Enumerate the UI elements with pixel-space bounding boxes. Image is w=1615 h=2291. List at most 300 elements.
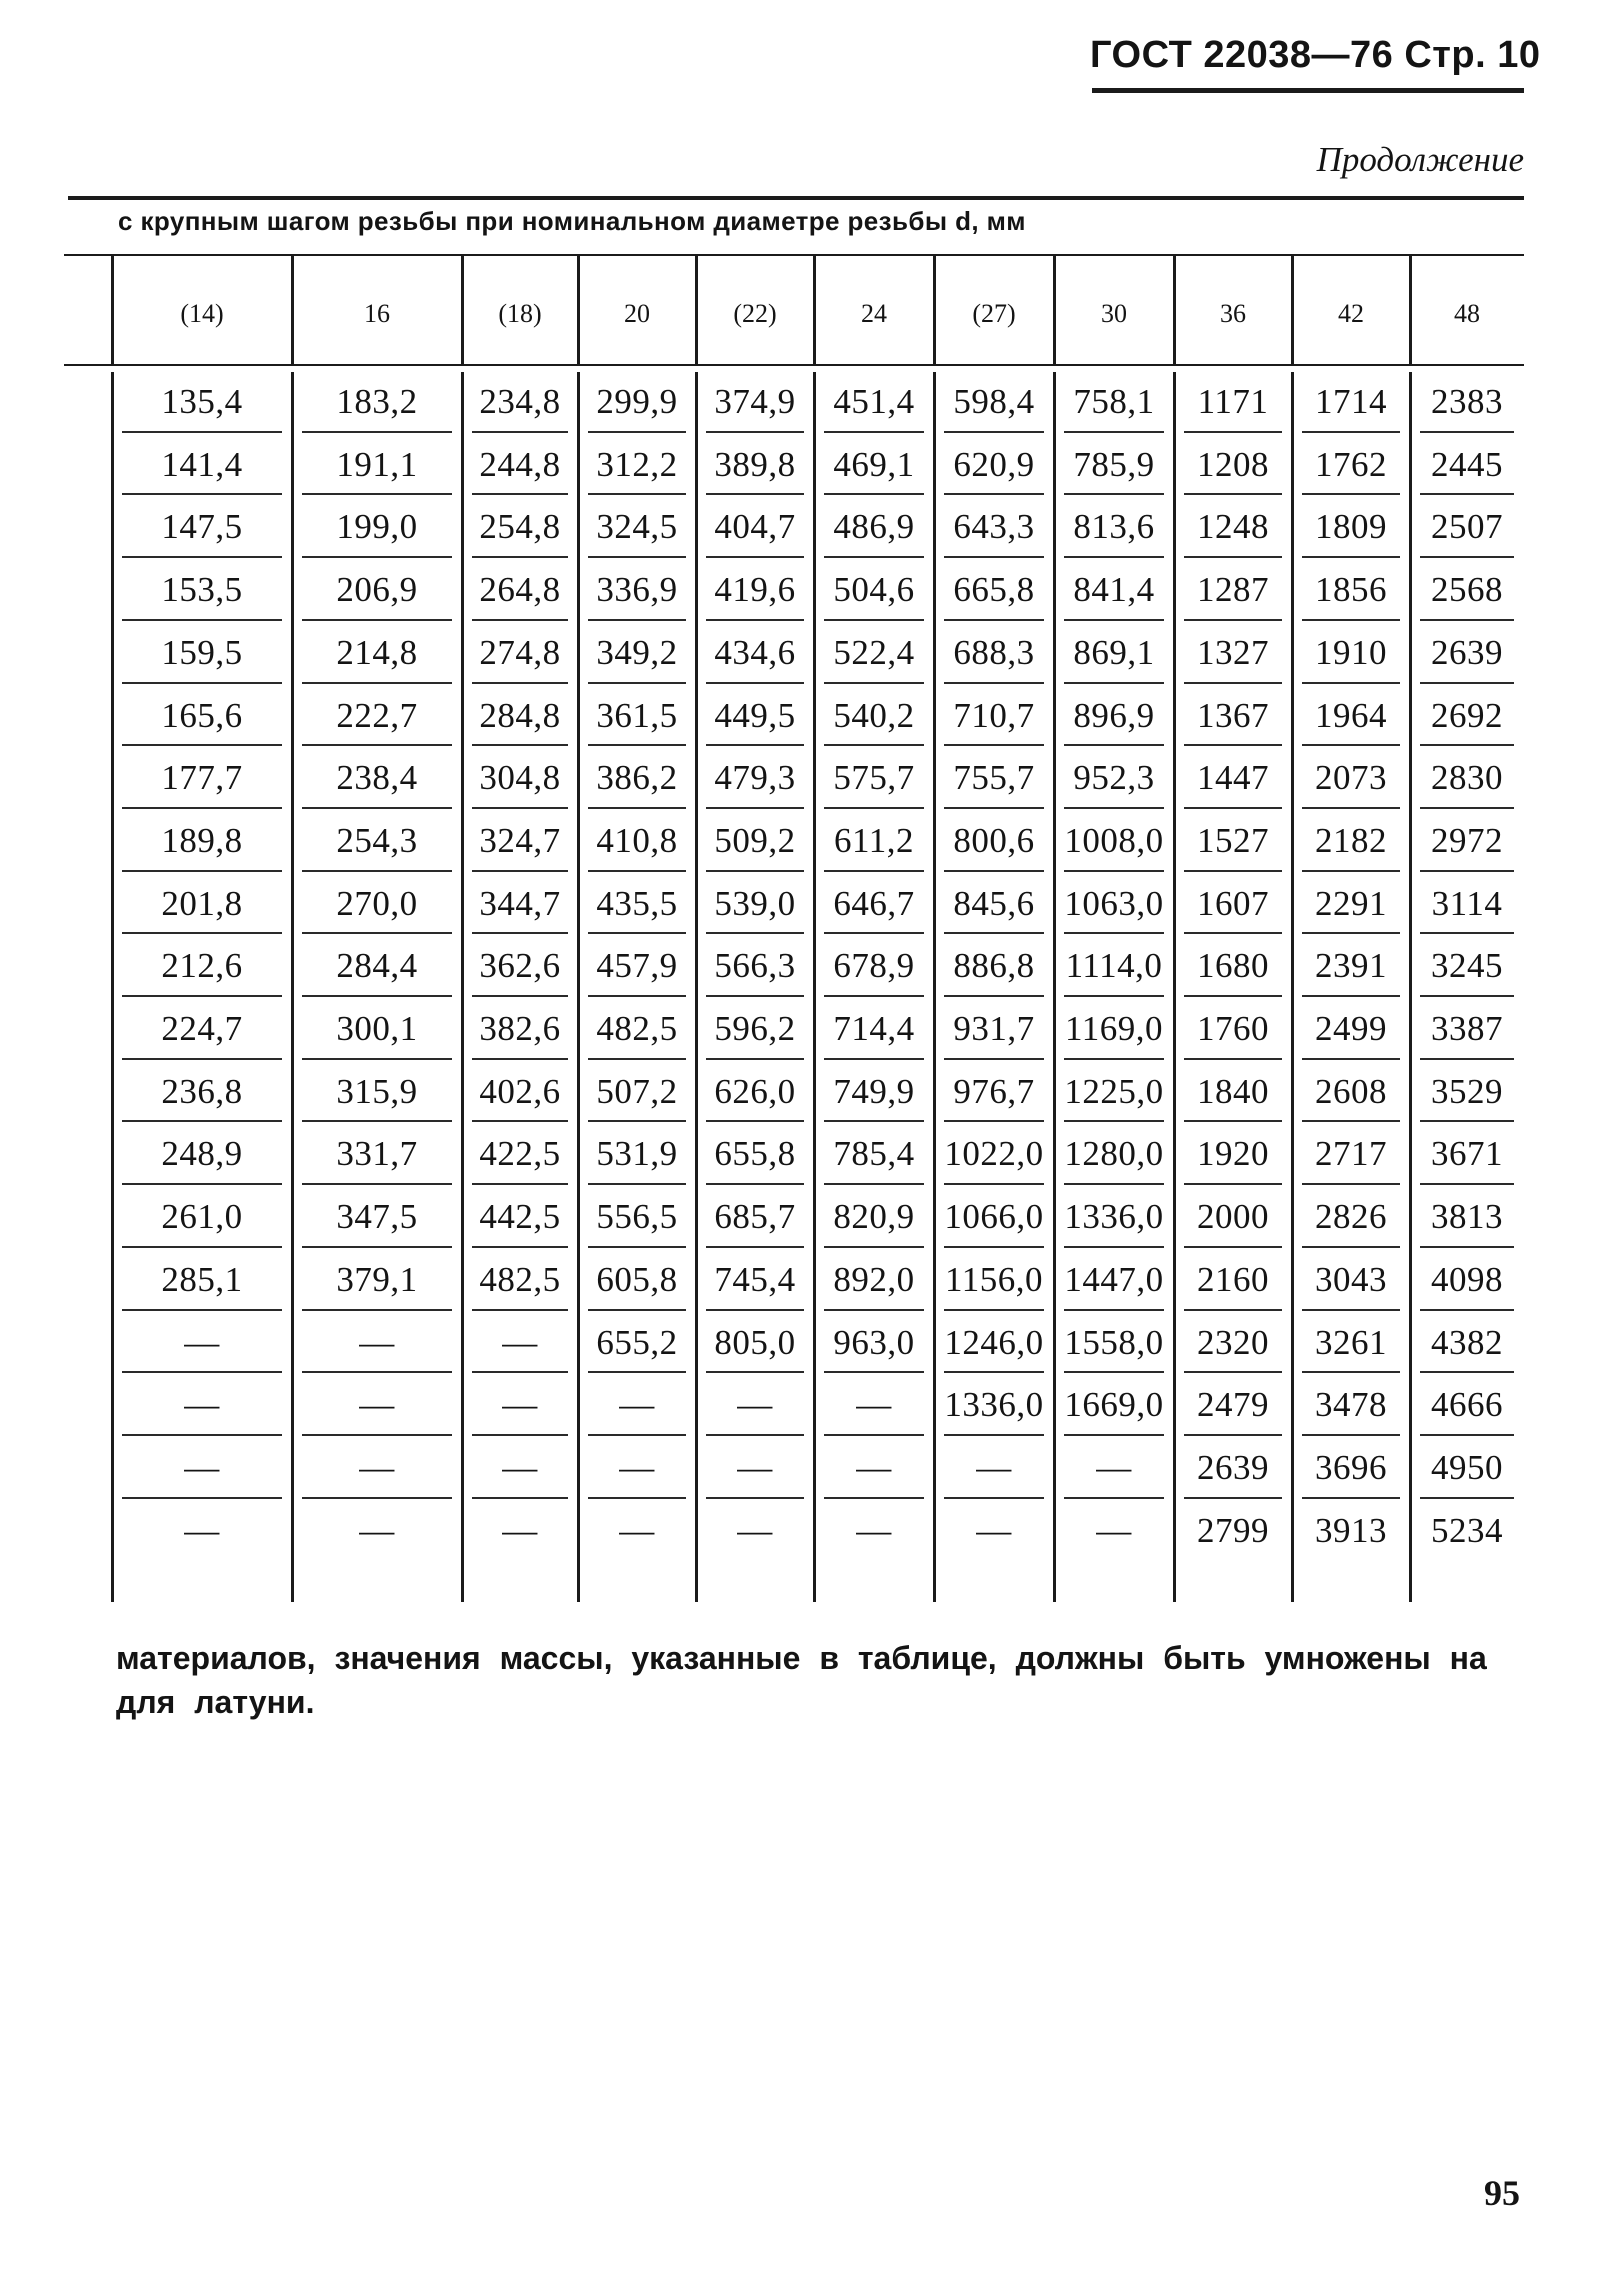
cell-underline [1302,493,1400,495]
cell-underline [1184,1434,1282,1436]
cell-underline [472,431,568,433]
table-cell: — [1096,1448,1132,1487]
cell-underline [1302,682,1400,684]
table-cell: 611,2 [834,821,914,860]
table-cell: 1762 [1315,445,1387,484]
cell-underline [588,556,686,558]
table-cell: — [619,1385,655,1424]
cell-underline [1420,932,1514,934]
cell-underline [1302,1497,1400,1499]
table-cell: 1225,0 [1064,1072,1164,1111]
table-cell: 566,3 [714,946,796,985]
cell-underline [824,1371,924,1373]
table-cell: 556,5 [596,1197,678,1236]
cell-underline [706,995,804,997]
cell-underline [588,995,686,997]
table-cell: 1063,0 [1064,884,1164,923]
table-cell: 3478 [1315,1385,1387,1424]
cell-underline [472,1434,568,1436]
cell-underline [706,807,804,809]
cell-underline [588,619,686,621]
table-cell: 596,2 [714,1009,796,1048]
header-rule [1092,88,1524,93]
cell-underline [1064,1309,1164,1311]
table-cell: 678,9 [833,946,915,985]
cell-underline [1184,1371,1282,1373]
table-cell: 434,6 [714,633,796,672]
table-cell: 1327 [1197,633,1269,672]
page-header-title: ГОСТ 22038—76 Стр. 10 [1090,34,1541,76]
table-cell: 1527 [1197,821,1269,860]
cell-underline [944,1183,1044,1185]
cell-underline [588,1120,686,1122]
cell-underline [1420,807,1514,809]
table-cell: 264,8 [479,570,561,609]
table-cell: 1169,0 [1065,1009,1163,1048]
cell-underline [588,744,686,746]
table-cell: 620,9 [953,445,1035,484]
cell-underline [944,1309,1044,1311]
table-cell: — [976,1448,1012,1487]
cell-underline [302,431,452,433]
cell-underline [706,619,804,621]
cell-underline [588,1497,686,1499]
cell-underline [122,682,282,684]
table-cell: 1680 [1197,946,1269,985]
table-cell: 2391 [1315,946,1387,985]
table-cell: 4098 [1431,1260,1503,1299]
cell-underline [1184,493,1282,495]
table-cell: 183,2 [336,382,418,421]
table-cell: 312,2 [596,445,678,484]
cell-underline [472,1371,568,1373]
cell-underline [1064,556,1164,558]
cell-underline [944,1058,1044,1060]
table-cell: 598,4 [953,382,1035,421]
cell-underline [824,932,924,934]
table-cell: — [359,1448,395,1487]
table-cell: 4666 [1431,1385,1503,1424]
table-cell: 449,5 [714,696,796,735]
cell-underline [944,682,1044,684]
footnote-line-1: материалов, значения массы, указанные в таблице, должны быть умножены на [116,1640,1487,1676]
table-cell: 3387 [1431,1009,1503,1048]
column-header: 36 [1220,299,1246,328]
cell-underline [1420,1434,1514,1436]
cell-underline [1184,932,1282,934]
table-cell: 1066,0 [944,1197,1044,1236]
cell-underline [1064,1058,1164,1060]
table-cell: — [184,1385,220,1424]
table-cell: 422,5 [479,1134,561,1173]
table-cell: 1367 [1197,696,1269,735]
cell-underline [122,556,282,558]
table-cell: 234,8 [479,382,561,421]
column-header: 16 [364,299,390,328]
cell-underline [1184,431,1282,433]
cell-underline [1064,1434,1164,1436]
cell-underline [824,1183,924,1185]
table-cell: — [856,1511,892,1550]
table-cell: 362,6 [479,946,561,985]
table-cell: — [1096,1511,1132,1550]
table-cell: 254,8 [479,507,561,546]
cell-underline [472,807,568,809]
table-cell: 2639 [1431,633,1503,672]
cell-underline [1184,1309,1282,1311]
cell-underline [1302,1183,1400,1185]
cell-underline [944,870,1044,872]
table-cell: 238,4 [336,758,418,797]
cell-underline [302,1497,452,1499]
table-cell: — [502,1323,538,1362]
table-cell: 710,7 [953,696,1035,735]
table-cell: 3913 [1315,1511,1387,1550]
cell-underline [1302,1120,1400,1122]
cell-underline [706,1434,804,1436]
cell-underline [1184,870,1282,872]
cell-underline [472,870,568,872]
table-cell: 379,1 [336,1260,418,1299]
table-cell: 177,7 [161,758,243,797]
table-cell: 5234 [1431,1511,1503,1550]
cell-underline [1184,556,1282,558]
table-cell: 963,0 [833,1323,915,1362]
table-cell: 244,8 [479,445,561,484]
table-cell: 270,0 [336,884,418,923]
cell-underline [1420,1183,1514,1185]
cell-underline [824,870,924,872]
table-cell: 4382 [1431,1323,1503,1362]
cell-underline [588,1246,686,1248]
cell-underline [1064,682,1164,684]
table-cell: 2182 [1315,821,1387,860]
cell-underline [122,1246,282,1248]
table-cell: 324,7 [479,821,561,860]
table-cell: 1714 [1315,382,1387,421]
cell-underline [122,932,282,934]
cell-underline [706,1246,804,1248]
cell-underline [824,1434,924,1436]
table-cell: 1114,0 [1065,946,1163,985]
table-cell: 540,2 [833,696,915,735]
table-cell: 331,7 [336,1134,418,1173]
cell-underline [302,619,452,621]
table-cell: 3114 [1431,884,1503,923]
cell-underline [824,807,924,809]
table-cell: 212,6 [161,946,243,985]
cell-underline [824,995,924,997]
table-cell: 646,7 [833,884,915,923]
continuation-label: Продолжение [1316,140,1524,179]
cell-underline [944,619,1044,621]
cell-underline [1064,431,1164,433]
table-cell: 1669,0 [1064,1385,1164,1424]
table-cell: — [737,1385,773,1424]
table-cell: 451,4 [833,382,915,421]
table-cell: — [359,1385,395,1424]
cell-underline [1420,870,1514,872]
column-header: 24 [861,299,887,328]
table-cell: 3529 [1431,1072,1503,1111]
cell-underline [472,619,568,621]
table-cell: 2717 [1315,1134,1387,1173]
cell-underline [122,807,282,809]
table-cell: 1809 [1315,507,1387,546]
cell-underline [1302,870,1400,872]
table-cell: — [856,1385,892,1424]
table-cell: 402,6 [479,1072,561,1111]
table-cell: 655,8 [714,1134,796,1173]
cell-underline [1064,1371,1164,1373]
table-cell: — [737,1448,773,1487]
table-cell: 222,7 [336,696,418,735]
table-cell: 785,9 [1073,445,1155,484]
cell-underline [1420,995,1514,997]
cell-underline [944,431,1044,433]
cell-underline [706,493,804,495]
table-cell: 284,4 [336,946,418,985]
cell-underline [1302,995,1400,997]
cell-underline [302,1183,452,1185]
cell-underline [588,807,686,809]
cell-underline [706,744,804,746]
table-cell: 749,9 [833,1072,915,1111]
table-cell: 2383 [1431,382,1503,421]
cell-underline [1302,1246,1400,1248]
cell-underline [1184,1183,1282,1185]
cell-underline [1064,995,1164,997]
table-cell: 539,0 [714,884,796,923]
cell-underline [706,870,804,872]
cell-underline [302,1058,452,1060]
table-cell: — [502,1511,538,1550]
cell-underline [1420,619,1514,621]
cell-underline [122,1309,282,1311]
table-cell: 1760 [1197,1009,1269,1048]
table-cell: 1920 [1197,1134,1269,1173]
table-cell: — [856,1448,892,1487]
header-bottom-rule [64,364,1524,366]
footnote [116,1636,1526,1724]
cell-underline [122,1183,282,1185]
cell-underline [944,807,1044,809]
table-cell: 1558,0 [1064,1323,1164,1362]
cell-underline [1064,1120,1164,1122]
table-cell: 442,5 [479,1197,561,1236]
cell-underline [944,1434,1044,1436]
cell-underline [302,556,452,558]
cell-underline [122,1371,282,1373]
cell-underline [472,1246,568,1248]
cell-underline [302,682,452,684]
table-cell: 845,6 [953,884,1035,923]
table-cell: 2692 [1431,696,1503,735]
cell-underline [302,1309,452,1311]
table-cell: — [619,1448,655,1487]
column-header: 30 [1101,299,1127,328]
cell-underline [472,682,568,684]
table-cell: 404,7 [714,507,796,546]
column-header: (22) [733,299,777,328]
table-cell: 285,1 [161,1260,243,1299]
table-cell: 1840 [1197,1072,1269,1111]
table-cell: 389,8 [714,445,796,484]
table-cell: 665,8 [953,570,1035,609]
cell-underline [588,1371,686,1373]
table-cell: — [359,1323,395,1362]
table-cell: 349,2 [596,633,678,672]
cell-underline [1302,1434,1400,1436]
table-cell: 153,5 [161,570,243,609]
cell-underline [472,1183,568,1185]
table-cell: 2160 [1197,1260,1269,1299]
table-cell: 214,8 [336,633,418,672]
cell-underline [472,493,568,495]
table-cell: 892,0 [833,1260,915,1299]
cell-underline [1184,744,1282,746]
table-cell: 1336,0 [944,1385,1044,1424]
cell-underline [302,870,452,872]
cell-underline [1420,1120,1514,1122]
column-header: 42 [1338,299,1364,328]
table-cell: 159,5 [161,633,243,672]
table-cell: 1910 [1315,633,1387,672]
table-cell: 504,6 [833,570,915,609]
table-cell: 189,8 [161,821,243,860]
cell-underline [1184,1120,1282,1122]
cell-underline [302,807,452,809]
table-cell: 457,9 [596,946,678,985]
cell-underline [1184,1497,1282,1499]
table-cell: 374,9 [714,382,796,421]
table-cell: 2000 [1197,1197,1269,1236]
table-cell: 688,3 [953,633,1035,672]
table-cell: 410,8 [596,821,678,860]
table-cell: 800,6 [953,821,1035,860]
cell-underline [122,493,282,495]
table-cell: 785,4 [833,1134,915,1173]
table-cell: — [359,1511,395,1550]
table-cell: 2291 [1315,884,1387,923]
cell-underline [1302,431,1400,433]
table-cell: 3671 [1431,1134,1503,1173]
cell-underline [1420,1246,1514,1248]
cell-underline [588,1309,686,1311]
table-cell: 469,1 [833,445,915,484]
cell-underline [706,431,804,433]
cell-underline [588,493,686,495]
cell-underline [706,1497,804,1499]
column-header: 20 [624,299,650,328]
cell-underline [122,1120,282,1122]
table-cell: 2507 [1431,507,1503,546]
cell-underline [1420,1058,1514,1060]
table-cell: 224,7 [161,1009,243,1048]
cell-underline [1064,1497,1164,1499]
table-cell: 841,4 [1073,570,1155,609]
table-cell: 1964 [1315,696,1387,735]
table-cell: 755,7 [953,758,1035,797]
cell-underline [824,1058,924,1060]
cell-underline [1064,870,1164,872]
table-cell: 655,2 [596,1323,678,1362]
table-cell: 1447 [1197,758,1269,797]
table-cell: 4950 [1431,1448,1503,1487]
cell-underline [1302,619,1400,621]
cell-underline [122,1434,282,1436]
cell-underline [1420,431,1514,433]
table-cell: 1156,0 [945,1260,1043,1299]
table-cell: 2972 [1431,821,1503,860]
cell-underline [944,1497,1044,1499]
cell-underline [824,619,924,621]
cell-underline [1420,1497,1514,1499]
cell-underline [824,1309,924,1311]
table-cell: 1022,0 [944,1134,1044,1173]
table-cell: 3245 [1431,946,1503,985]
cell-underline [302,744,452,746]
cell-underline [302,493,452,495]
table-cell: 3261 [1315,1323,1387,1362]
cell-underline [706,1371,804,1373]
cell-underline [302,932,452,934]
cell-underline [1064,932,1164,934]
table-cell: 896,9 [1073,696,1155,735]
cell-underline [1420,556,1514,558]
table-cell: 482,5 [596,1009,678,1048]
cell-underline [824,1120,924,1122]
cell-underline [122,431,282,433]
table-cell: 419,6 [714,570,796,609]
table-cell: 952,3 [1073,758,1155,797]
table-cell: 2479 [1197,1385,1269,1424]
cell-underline [1184,619,1282,621]
cell-underline [1302,556,1400,558]
cell-underline [1302,932,1400,934]
cell-underline [122,744,282,746]
cell-underline [302,1120,452,1122]
column-header: (27) [972,299,1016,328]
table-cell: 531,9 [596,1134,678,1173]
cell-underline [588,870,686,872]
cell-underline [824,1246,924,1248]
cell-underline [706,556,804,558]
table-cell: 758,1 [1073,382,1155,421]
cell-underline [944,932,1044,934]
cell-underline [824,556,924,558]
cell-underline [1064,1246,1164,1248]
table-cell: 386,2 [596,758,678,797]
table-cell: 1008,0 [1064,821,1164,860]
table-cell: — [619,1511,655,1550]
cell-underline [944,995,1044,997]
table-cell: 2799 [1197,1511,1269,1550]
cell-underline [824,431,924,433]
table-cell: 1287 [1197,570,1269,609]
table-cell: — [502,1448,538,1487]
cell-underline [588,431,686,433]
cell-underline [1420,744,1514,746]
table-cell: 2445 [1431,445,1503,484]
table-cell: 3043 [1315,1260,1387,1299]
table-cell: — [184,1323,220,1362]
table-cell: 2568 [1431,570,1503,609]
table-cell: 315,9 [336,1072,418,1111]
cell-underline [706,1058,804,1060]
cell-underline [472,1120,568,1122]
cell-underline [706,1309,804,1311]
